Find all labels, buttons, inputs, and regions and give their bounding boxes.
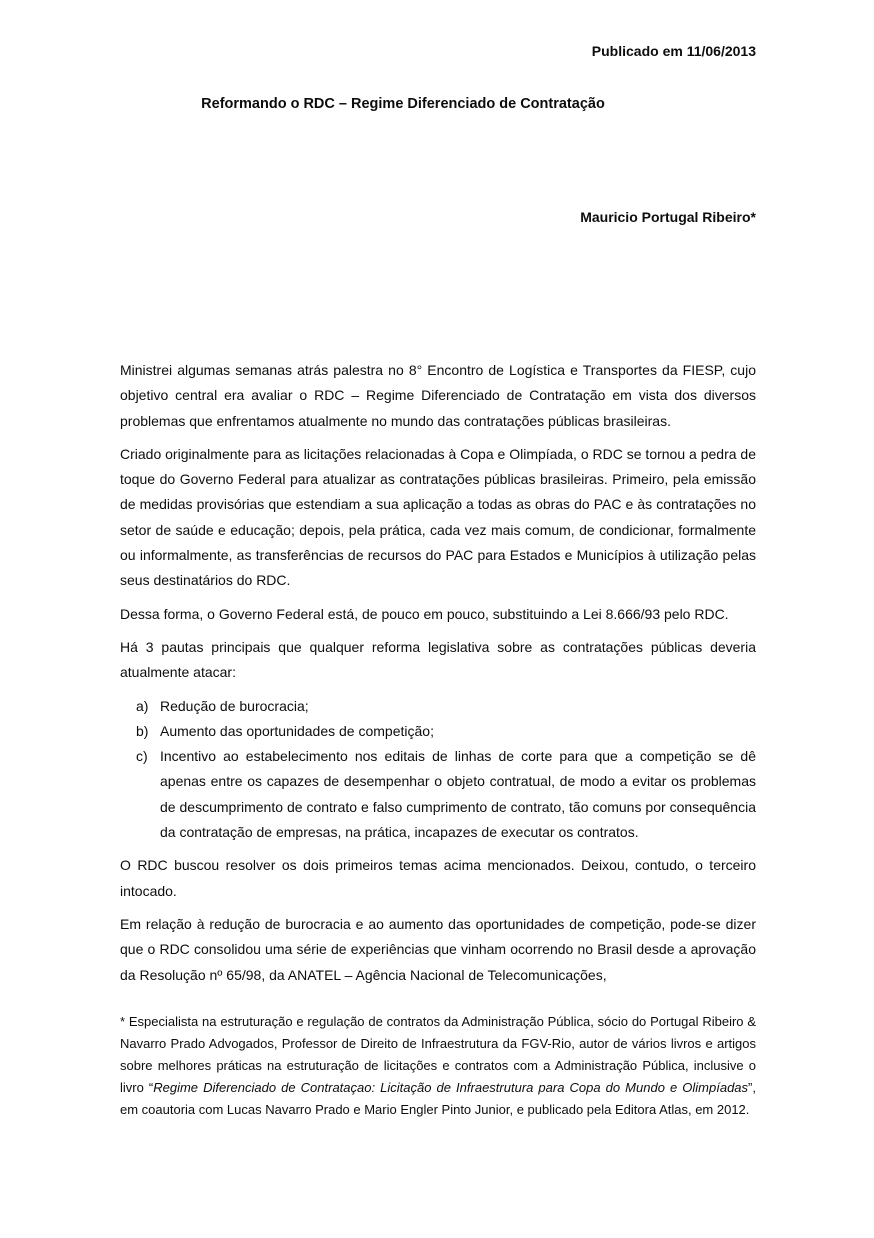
published-date: Publicado em 11/06/2013: [591, 43, 756, 59]
agenda-list: [120, 694, 756, 846]
document-title: Reformando o RDC – Regime Diferenciado de Contratação: [201, 96, 605, 112]
footnote-book-title: Regime Diferenciado de Contrataçao: Licitação de Infraestrutura para Copa do Mundo e Olimpíadas: [153, 1079, 749, 1095]
list-item-marker: b): [136, 722, 149, 739]
footnote-text-after: ”, em coautoria com Lucas Navarro Prado e Mario Engler Pinto Junior, e publicado pela Editora Atlas, em 2012.: [120, 1079, 756, 1117]
paragraph-rdc-origin: Criado originalmente para as licitações relacionadas à Copa e Olimpíada, o RDC se tornou a pedra de toque do Governo Federal para atualizar as contratações públicas brasileiras. Primeiro, pela emissão de medidas provisórias que estendiam a sua aplicação a todas as obras do PAC e às contratações no setor de saúde e educação; depois, pela prática, cada vez mais comum, de condicionar, formalmente ou informalmente, as transferências de recursos do PAC para Estados e Municípios à utilização pelas seus destinatários do RDC.: [120, 445, 756, 589]
list-item-c: [120, 744, 756, 845]
list-item-text: Incentivo ao estabelecimento nos editais de linhas de corte para que a competição se dê apenas entre os capazes de desempenhar o objeto contratual, de modo a evitar os problemas de descumprimento de contrato e falso cumprimento de contrato, tão comuns por consequência da contratação de empresas, na prática, incapazes de executar os contratos.: [160, 748, 756, 841]
paragraph-rdc-resolveu: O RDC buscou resolver os dois primeiros temas acima mencionados. Deixou, contudo, o terceiro intocado.: [120, 857, 756, 899]
list-item-a: [120, 694, 756, 719]
list-item-b: [120, 719, 756, 744]
paragraph-pautas: Há 3 pautas principais que qualquer reforma legislativa sobre as contratações públicas deveria atualmente atacar:: [120, 638, 756, 681]
footnote: [120, 1011, 756, 1121]
list-item-text: Redução de burocracia;: [160, 697, 309, 714]
document-body: [120, 358, 756, 988]
paragraph-lei-8666: Dessa forma, o Governo Federal está, de pouco em pouco, substituindo a Lei 8.666/93 pelo RDC.: [120, 605, 729, 622]
paragraph-intro: Ministrei algumas semanas atrás palestra no 8° Encontro de Logística e Transportes da FIESP, cujo objetivo central era avaliar o RDC – Regime Diferenciado de Contratação em vista dos diversos problemas que enfrentamos atualmente no mundo das contratações públicas brasileiras.: [120, 362, 756, 429]
list-item-marker: c): [136, 748, 148, 765]
author-byline: Mauricio Portugal Ribeiro*: [580, 209, 756, 225]
list-item-marker: a): [136, 697, 149, 714]
list-item-text: Aumento das oportunidades de competição;: [160, 722, 434, 739]
paragraph-anatel: Em relação à redução de burocracia e ao aumento das oportunidades de competição, pode-se dizer que o RDC consolidou uma série de experiências que vinham ocorrendo no Brasil desde a aprovação da Resolução nº 65/98, da ANATEL – Agência Nacional de Telecomunicações,: [120, 915, 756, 983]
footnote-text-before: * Especialista na estruturação e regulação de contratos da Administração Pública, sócio do Portugal Ribeiro & Navarro Prado Advogados, Professor de Direito de Infraestrutura da FGV-Rio, autor de vários livros e artigos sobre melhores práticas na estruturação de licitações e contratos com a Administração Pública, inclusive o livro “: [120, 1013, 756, 1095]
